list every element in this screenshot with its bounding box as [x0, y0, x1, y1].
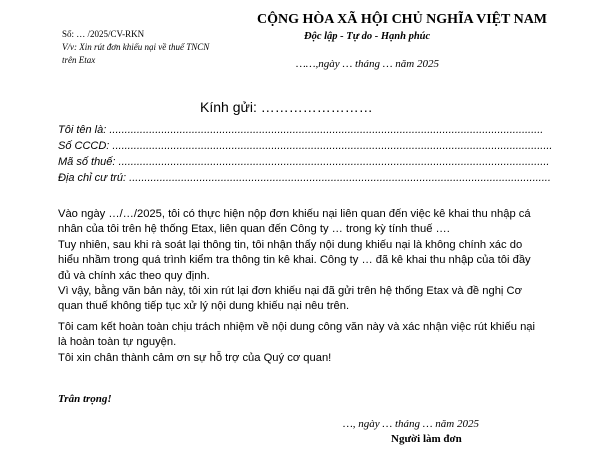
paragraph-1: Vào ngày …/…/2025, tôi có thực hiện nộp đơn khiếu nại liên quan đến việc kê khai thu nhập cá nhân của tôi trên hệ thống Etax, liên quan đến Công ty … trong kỳ tính thuế ….: [58, 208, 531, 236]
national-motto: Độc lập - Tự do - Hạnh phúc: [304, 31, 431, 42]
signature-date: …, ngày … tháng … năm 2025: [343, 418, 479, 430]
field-address: Địa chỉ cư trú: ..........................................................................................................................................: [58, 172, 551, 184]
paragraph-5: Tôi xin chân thành cảm ơn sự hỗ trợ của Quý cơ quan!: [58, 351, 332, 364]
field-tax-code: Mã số thuế: .............................................................................................................................................: [58, 156, 550, 168]
paragraph-3: Vì vậy, bằng văn bản này, tôi xin rút lại đơn khiếu nại đã gửi trên hệ thống Etax và đề nghị Cơ quan thuế không tiếp tục xử lý nội dung khiếu nại nêu trên.: [58, 285, 522, 313]
place-date-line: ……,ngày … tháng … năm 2025: [296, 58, 440, 70]
paragraph-2: Tuy nhiên, sau khi rà soát lại thông tin, tôi nhận thấy nội dung khiếu nại là không chính xác do hiểu nhầm trong quá trình kiểm tra thông tin kê khai. Công ty … đã kê khai thu nhập của tôi đầy đủ và chính xác theo quy định.: [58, 238, 531, 282]
subject-line: [62, 41, 209, 67]
closing-salutation: Trân trọng!: [58, 393, 112, 405]
field-id-number: Số CCCD: ................................................................................................................................................: [58, 140, 553, 152]
letter-commitment: [58, 320, 546, 366]
document-number: Số: … /2025/CV-RKN: [62, 29, 145, 39]
national-title: CỘNG HÒA XÃ HỘI CHỦ NGHĨA VIỆT NAM: [257, 12, 548, 27]
field-full-name: Tôi tên là: ..............................................................................................................................................: [58, 124, 544, 136]
letter-body: [58, 207, 546, 315]
recipient-line: Kính gửi: ……………………: [200, 99, 373, 115]
subject-line-2: trên Etax: [62, 55, 96, 65]
subject-line-1: V/v: Xin rút đơn khiếu nại về thuế TNCN: [62, 42, 210, 52]
signer-title: Người làm đơn: [391, 433, 462, 445]
paragraph-4: Tôi cam kết hoàn toàn chịu trách nhiệm về nội dung công văn này và xác nhận việc rút khiếu nại là hoàn toàn tự nguyện.: [58, 321, 535, 349]
